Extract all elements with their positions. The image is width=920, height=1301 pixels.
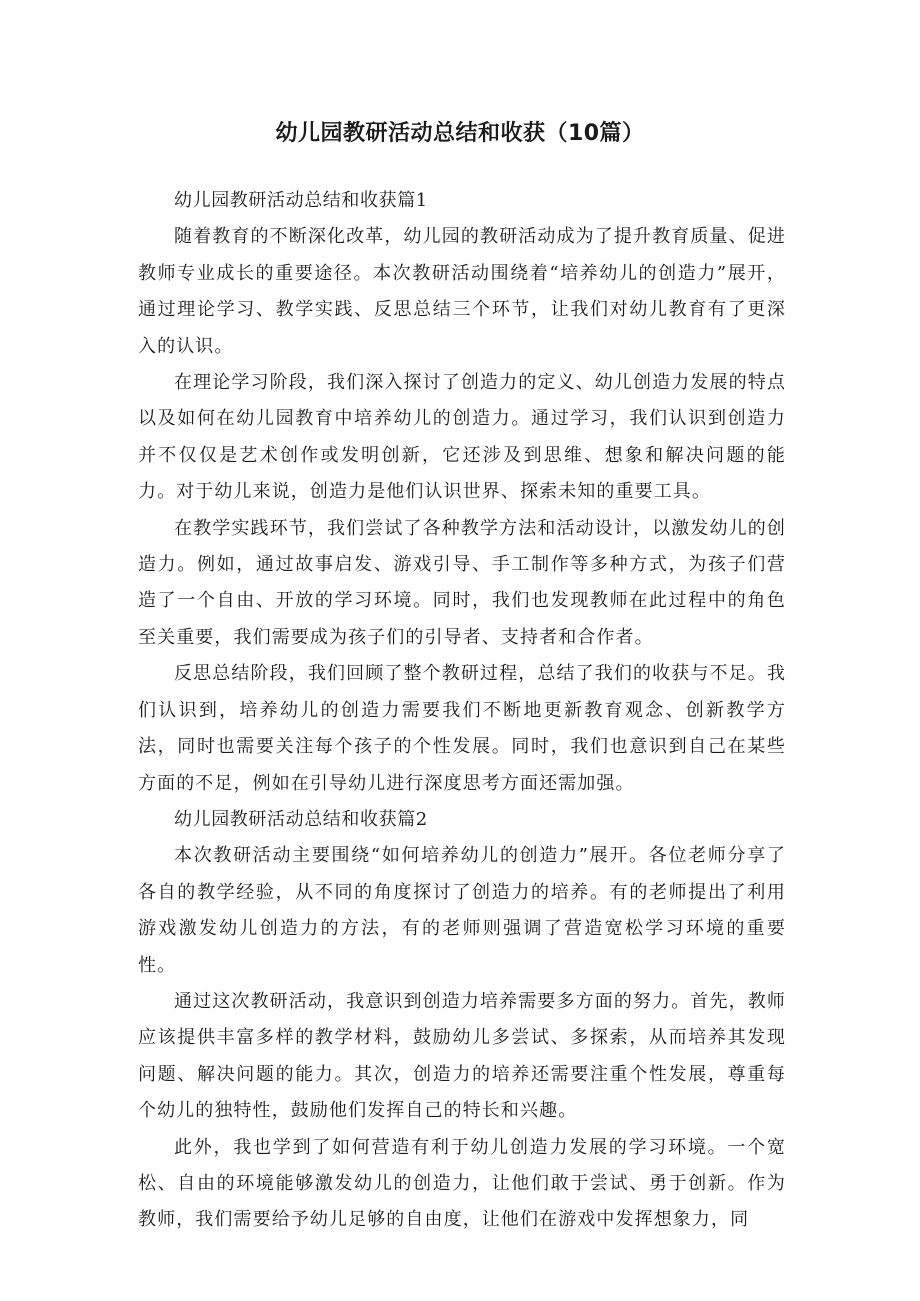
paragraph: 反思总结阶段，我们回顾了整个教研过程，总结了我们的收获与不足。我们认识到，培养幼儿的创造力需要我们不断地更新教育观念、创新教学方法，同时也需要关注每个孩子的个性发展。同时，我们也意识到自己在某些方面的不足，例如在引导幼儿进行深度思考方面还需加强。 bbox=[138, 663, 786, 794]
paragraph: 在理论学习阶段，我们深入探讨了创造力的定义、幼儿创造力发展的特点以及如何在幼儿园教育中培养幼儿的创造力。通过学习，我们认识到创造力并不仅仅是艺术创作或发明创新，它还涉及到思维、想象和解决问题的能力。对于幼儿来说，创造力是他们认识世界、探索未知的重要工具。 bbox=[138, 372, 786, 503]
paragraph: 本次教研活动主要围绕“如何培养幼儿的创造力”展开。各位老师分享了各自的教学经验，从不同的角度探讨了创造力的培养。有的老师提出了利用游戏激发幼儿创造力的方法，有的老师则强调了营造宽松学习环境的重要性。 bbox=[138, 845, 786, 976]
document-title: 幼儿园教研活动总结和收获（10篇） bbox=[275, 121, 645, 146]
paragraph: 此外，我也学到了如何营造有利于幼儿创造力发展的学习环境。一个宽松、自由的环境能够激发幼儿的创造力，让他们敢于尝试、勇于创新。作为教师，我们需要给予幼儿足够的自由度，让他们在游戏中发挥想象力，同 bbox=[138, 1136, 786, 1231]
paragraph: 随着教育的不断深化改革，幼儿园的教研活动成为了提升教育质量、促进教师专业成长的重要途径。本次教研活动围绕着“培养幼儿的创造力”展开，通过理论学习、教学实践、反思总结三个环节，让我们对幼儿教育有了更深入的认识。 bbox=[138, 226, 786, 357]
paragraph: 在教学实践环节，我们尝试了各种教学方法和活动设计，以激发幼儿的创造力。例如，通过故事启发、游戏引导、手工制作等多种方式，为孩子们营造了一个自由、开放的学习环境。同时，我们也发现教师在此过程中的角色至关重要，我们需要成为孩子们的引导者、支持者和合作者。 bbox=[138, 517, 786, 648]
section-heading-2: 幼儿园教研活动总结和收获篇2 bbox=[174, 808, 428, 830]
section-heading-1: 幼儿园教研活动总结和收获篇1 bbox=[174, 190, 428, 211]
paragraph: 通过这次教研活动，我意识到创造力培养需要多方面的努力。首先，教师应该提供丰富多样的教学材料，鼓励幼儿多尝试、多探索，从而培养其发现问题、解决问题的能力。其次，创造力的培养还需要注重个性发展，尊重每个幼儿的独特性，鼓励他们发挥自己的特长和兴趣。 bbox=[138, 990, 786, 1122]
document-body bbox=[138, 183, 786, 1239]
